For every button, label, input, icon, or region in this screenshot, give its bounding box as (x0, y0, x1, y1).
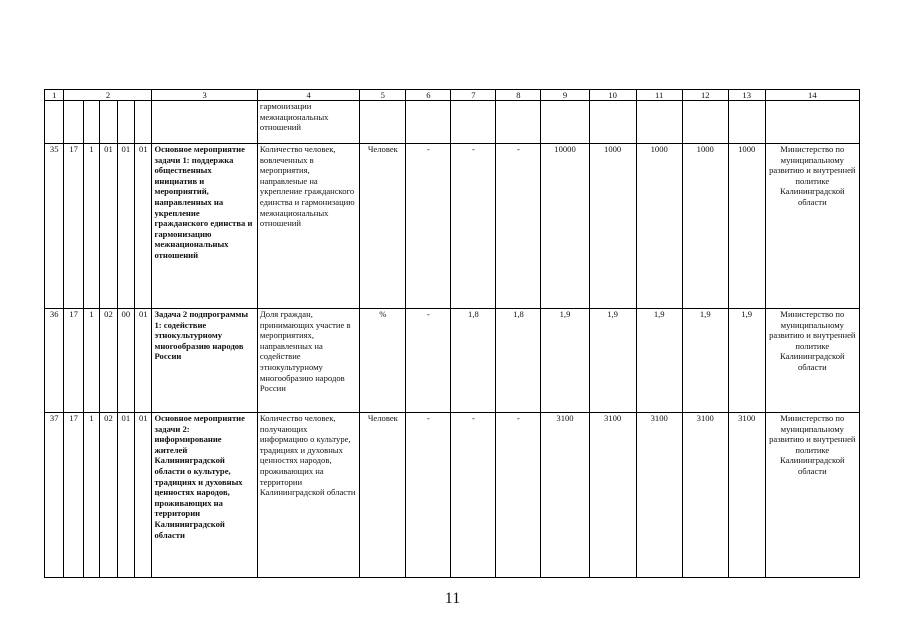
value-cell: - (451, 413, 496, 578)
header-cell: 7 (451, 90, 496, 101)
event-name-cell: Основное мероприятие задачи 1: поддержка общественных инициатив и мероприятий, направленных на укрепление гражданского единства и гармонизацию межнациональных отношений (152, 144, 257, 309)
value-cell: 10000 (541, 144, 589, 309)
value-cell: 1000 (728, 144, 765, 309)
page-number: 11 (444, 590, 461, 607)
value-cell: 1000 (589, 144, 636, 309)
table-row (45, 413, 860, 578)
header-cell: 9 (541, 90, 589, 101)
value-cell: 1,9 (541, 309, 589, 413)
table-row (45, 144, 860, 309)
value-cell: - (406, 309, 451, 413)
code-cell: 17 (64, 144, 83, 309)
unit-cell: Человек (360, 144, 406, 309)
code-cell: 01 (117, 413, 134, 578)
code-cell: 17 (64, 309, 83, 413)
indicator-cell: Количество человек, получающих информацию о культуре, традициях и духовных ценностях народов, проживающих на территории Калининградской области (257, 413, 359, 578)
value-cell: 1,8 (451, 309, 496, 413)
header-row (45, 90, 860, 101)
program-table (44, 89, 860, 578)
value-cell: 1000 (636, 144, 682, 309)
value-cell: 1,9 (589, 309, 636, 413)
code-cell: 1 (83, 309, 99, 413)
row-number: 37 (45, 413, 64, 578)
row-number: 35 (45, 144, 64, 309)
header-cell: 12 (682, 90, 728, 101)
unit-cell: Человек (360, 413, 406, 578)
code-cell: 00 (117, 309, 134, 413)
code-cell: 1 (83, 413, 99, 578)
header-cell: 2 (64, 90, 152, 101)
header-cell: 3 (152, 90, 257, 101)
code-cell: 1 (83, 144, 99, 309)
value-cell: 1,8 (496, 309, 541, 413)
code-cell: 17 (64, 413, 83, 578)
code-cell: 02 (100, 309, 117, 413)
value-cell: - (406, 413, 451, 578)
header-cell: 4 (257, 90, 359, 101)
code-cell: 01 (100, 144, 117, 309)
indicator-cell: гармонизации межнациональных отношений (257, 101, 359, 144)
unit-cell: % (360, 309, 406, 413)
code-cell: 01 (135, 144, 152, 309)
code-cell: 01 (135, 413, 152, 578)
value-cell: 3100 (589, 413, 636, 578)
header-cell: 6 (406, 90, 451, 101)
value-cell: - (451, 144, 496, 309)
code-cell: 01 (117, 144, 134, 309)
header-cell: 1 (45, 90, 64, 101)
executor-cell: Министерство по муниципальному развитию и внутренней политике Калининградской области (765, 144, 859, 309)
value-cell: 1,9 (636, 309, 682, 413)
header-cell: 10 (589, 90, 636, 101)
value-cell: - (406, 144, 451, 309)
value-cell: 3100 (682, 413, 728, 578)
table-row (45, 309, 860, 413)
indicator-cell: Доля граждан, принимающих участие в мероприятиях, направленных на содействие этнокультурному многообразию народов России (257, 309, 359, 413)
header-cell: 13 (728, 90, 765, 101)
value-cell: 1,9 (728, 309, 765, 413)
continuation-row (45, 101, 860, 144)
code-cell: 02 (100, 413, 117, 578)
header-cell: 11 (636, 90, 682, 101)
code-cell: 01 (135, 309, 152, 413)
event-name-cell: Задача 2 подпрограммы 1: содействие этнокультурному многообразию народов России (152, 309, 257, 413)
indicator-cell: Количество человек, вовлеченных в мероприятия, направленые на укрепление гражданского единства и гармонизацию межнациональных отношений (257, 144, 359, 309)
header-cell: 8 (496, 90, 541, 101)
value-cell: 3100 (541, 413, 589, 578)
header-cell: 14 (765, 90, 859, 101)
value-cell: - (496, 144, 541, 309)
value-cell: 3100 (728, 413, 765, 578)
header-cell: 5 (360, 90, 406, 101)
row-number: 36 (45, 309, 64, 413)
value-cell: 1000 (682, 144, 728, 309)
executor-cell: Министерство по муниципальному развитию и внутренней политике Калининградской области (765, 413, 859, 578)
value-cell: 1,9 (682, 309, 728, 413)
executor-cell: Министерство по муниципальному развитию и внутренней политике Калининградской области (765, 309, 859, 413)
value-cell: - (496, 413, 541, 578)
value-cell: 3100 (636, 413, 682, 578)
event-name-cell: Основное мероприятие задачи 2: информирование жителей Калининградской области о культуре, традициях и духовных ценностях народов, проживающих на территории Калининградской области (152, 413, 257, 578)
